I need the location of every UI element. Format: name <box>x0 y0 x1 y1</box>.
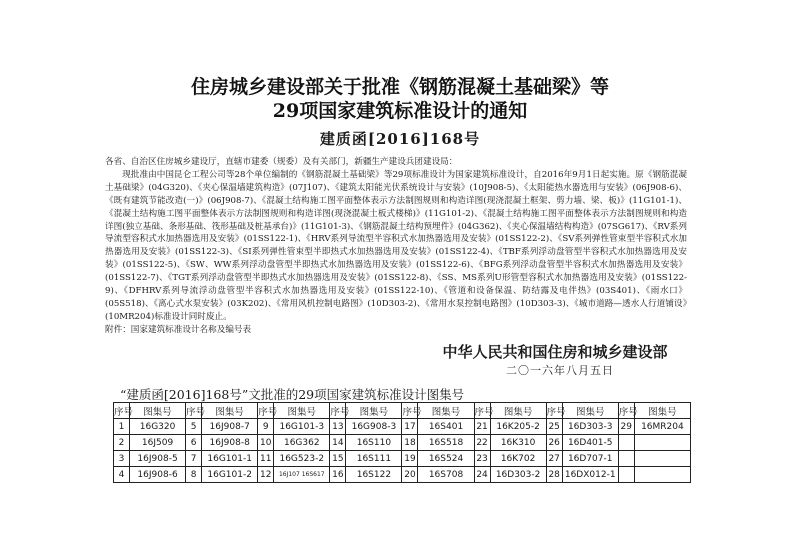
cell-number: 24 <box>474 467 490 483</box>
cell-code: 16D401-5 <box>562 435 618 451</box>
notice-body <box>105 156 687 337</box>
cell-number: 11 <box>258 451 274 467</box>
header-code: 图集号 <box>346 403 402 419</box>
cell-number: 7 <box>186 451 202 467</box>
cell-number: 18 <box>402 435 418 451</box>
cell-number: 15 <box>330 451 346 467</box>
table-row <box>114 435 691 451</box>
cell-number: 19 <box>402 451 418 467</box>
cell-code: 16K702 <box>490 451 546 467</box>
cell-number: 3 <box>114 451 130 467</box>
cell-code: 16G362 <box>274 435 330 451</box>
cell-number: 26 <box>546 435 562 451</box>
cell-code: 16G101-3 <box>274 419 330 435</box>
header-code: 图集号 <box>274 403 330 419</box>
cell-number: 1 <box>114 419 130 435</box>
cell-code <box>634 435 690 451</box>
title-line-2: 29项国家建筑标准设计的通知 <box>272 100 528 122</box>
cell-code: 16J908-6 <box>130 467 186 483</box>
cell-code: 16S110 <box>346 435 402 451</box>
cell-code: 16S401 <box>418 419 474 435</box>
header-no: 序号 <box>402 403 418 419</box>
cell-number: 5 <box>186 419 202 435</box>
cell-code: 16S524 <box>418 451 474 467</box>
header-no: 序号 <box>546 403 562 419</box>
salutation: 各省、自治区住房城乡建设厅，直辖市建委（规委）及有关部门，新疆生产建设兵团建设局： <box>105 157 458 167</box>
cell-code: 16J908-8 <box>202 435 258 451</box>
cell-number: 28 <box>546 467 562 483</box>
header-code: 图集号 <box>130 403 186 419</box>
standards-table <box>113 402 691 483</box>
cell-number: 4 <box>114 467 130 483</box>
cell-number: 10 <box>258 435 274 451</box>
cell-code: 16S518 <box>418 435 474 451</box>
cell-number: 2 <box>114 435 130 451</box>
header-code: 图集号 <box>562 403 618 419</box>
cell-number <box>618 467 634 483</box>
cell-code: 16DX012-1 <box>562 467 618 483</box>
table-header-row <box>114 403 691 419</box>
cell-code: 16S111 <box>346 451 402 467</box>
cell-code: 16G101-1 <box>202 451 258 467</box>
cell-number: 23 <box>474 451 490 467</box>
header-code: 图集号 <box>490 403 546 419</box>
issuer: 中华人民共和国住房和城乡建设部 <box>442 343 668 361</box>
cell-code: 16D303-3 <box>562 419 618 435</box>
cell-code: 16D303-2 <box>490 467 546 483</box>
cell-code: 16J908-5 <box>130 451 186 467</box>
issue-date: 二〇一六年八月五日 <box>506 364 614 377</box>
header-no: 序号 <box>474 403 490 419</box>
attachment-line: 附件：国家建筑标准设计名称及编号表 <box>105 324 252 335</box>
cell-code: 16D707-1 <box>562 451 618 467</box>
cell-code: 16S708 <box>418 467 474 483</box>
cell-number: 16 <box>330 467 346 483</box>
cell-number: 12 <box>258 467 274 483</box>
cell-code <box>634 467 690 483</box>
cell-number: 17 <box>402 419 418 435</box>
cell-code <box>634 451 690 467</box>
cell-number <box>618 451 634 467</box>
cell-number: 13 <box>330 419 346 435</box>
cell-code: 16K310 <box>490 435 546 451</box>
header-no: 序号 <box>258 403 274 419</box>
header-code: 图集号 <box>418 403 474 419</box>
cell-code: 16G908-3 <box>346 419 402 435</box>
cell-number: 29 <box>618 419 634 435</box>
table-row <box>114 451 691 467</box>
header-code: 图集号 <box>634 403 690 419</box>
header-no: 序号 <box>186 403 202 419</box>
cell-number: 8 <box>186 467 202 483</box>
table-row <box>114 419 691 435</box>
table-caption: “建质函[2016]168号”文批准的29项国家建筑标准设计图集号 <box>120 387 465 402</box>
cell-number: 22 <box>474 435 490 451</box>
cell-code: 16G523-2 <box>274 451 330 467</box>
cell-code: 16G101-2 <box>202 467 258 483</box>
cell-number <box>618 435 634 451</box>
cell-code: 16MR204 <box>634 419 690 435</box>
header-no: 序号 <box>114 403 130 419</box>
cell-code: 16G320 <box>130 419 186 435</box>
cell-code: 16J107 16S617 <box>274 467 330 483</box>
cell-number: 14 <box>330 435 346 451</box>
document-number: 建质函[2016]168号 <box>319 130 481 148</box>
notice-paragraph: 现批准由中国昆仑工程公司等28个单位编制的《钢筋混凝土基础梁》等29项标准设计为国家建筑标准设计，自2016年9月1日起实施。原《钢筋混凝土基础梁》(04G320)、《夹心保温墙建筑构造》(07J107)、《建筑太阳能光伏系统设计与安装》(10J908-5)、《太阳能热水器选用与安装》(06J908-6)、《既有建筑节能改造(一)》(06J908-7)、《混凝土结构施工图平面整体表示方法制图规则和构造详图(现浇混凝土框架、剪力墙、梁、板)》(11G101-1)、《混凝土结构施工图平面整体表示方法制图规则和构造详图(现浇混凝土板式楼梯)》(11G101-2)、《混凝土结构施工图平面整体表示方法制图规则和构造详图(独立基础、条形基础、筏形基础及桩基承台)》(11G101-3)、《钢筋混凝土结构预埋件》(04G362)、《夹心保温墙结构构造》(07SG617)、《RV系列导流型容积式水加热器选用及安装》(01SS122-1)、《HRV系列导流型半容积式水加热器选用及安装》(01SS122-2)、《SV系列弹性管束型半容积式水加热器选用及安装》(01SS122-3)、《SI系列弹性管束型半即热式水加热器选用及安装》(01SS122-4)、《TBF系列浮动盘管型半容积式水加热器选用及安装》(01SS122-5)、《SW、WW系列浮动盘管型半即热式水加热器选用及安装》(01SS122-6)、《BFG系列浮动盘管型半容积式水加热器选用及安装》(01SS122-7)、《TGT系列浮动盘管型半即热式水加热器选用及安装》(01SS122-8)、《SS、MS系列U形管型容积式水加热器选用及安装》(01SS122-9)、《DFHRV系列导流浮动盘管型半容积式水加热器选用及安装》(01SS122-10)、《管道和设备保温、防结露及电伴热》(03S401)、《雨水口》(05S518)、《离心式水泵安装》(03K202)、《常用风机控制电路图》(10D303-2)、《常用水泵控制电路图》(10D303-3)、《城市道路—透水人行道铺设》(10MR204)标准设计同时废止。 <box>105 169 687 322</box>
cell-code: 16S122 <box>346 467 402 483</box>
title-line-1: 住房城乡建设部关于批准《钢筋混凝土基础梁》等 <box>190 76 609 98</box>
cell-number: 27 <box>546 451 562 467</box>
header-code: 图集号 <box>202 403 258 419</box>
cell-number: 21 <box>474 419 490 435</box>
header-no: 序号 <box>330 403 346 419</box>
table-row <box>114 467 691 483</box>
cell-number: 9 <box>258 419 274 435</box>
cell-code: 16J509 <box>130 435 186 451</box>
cell-code: 16K205-2 <box>490 419 546 435</box>
header-no: 序号 <box>618 403 634 419</box>
cell-number: 25 <box>546 419 562 435</box>
cell-number: 6 <box>186 435 202 451</box>
cell-code: 16J908-7 <box>202 419 258 435</box>
cell-number: 20 <box>402 467 418 483</box>
